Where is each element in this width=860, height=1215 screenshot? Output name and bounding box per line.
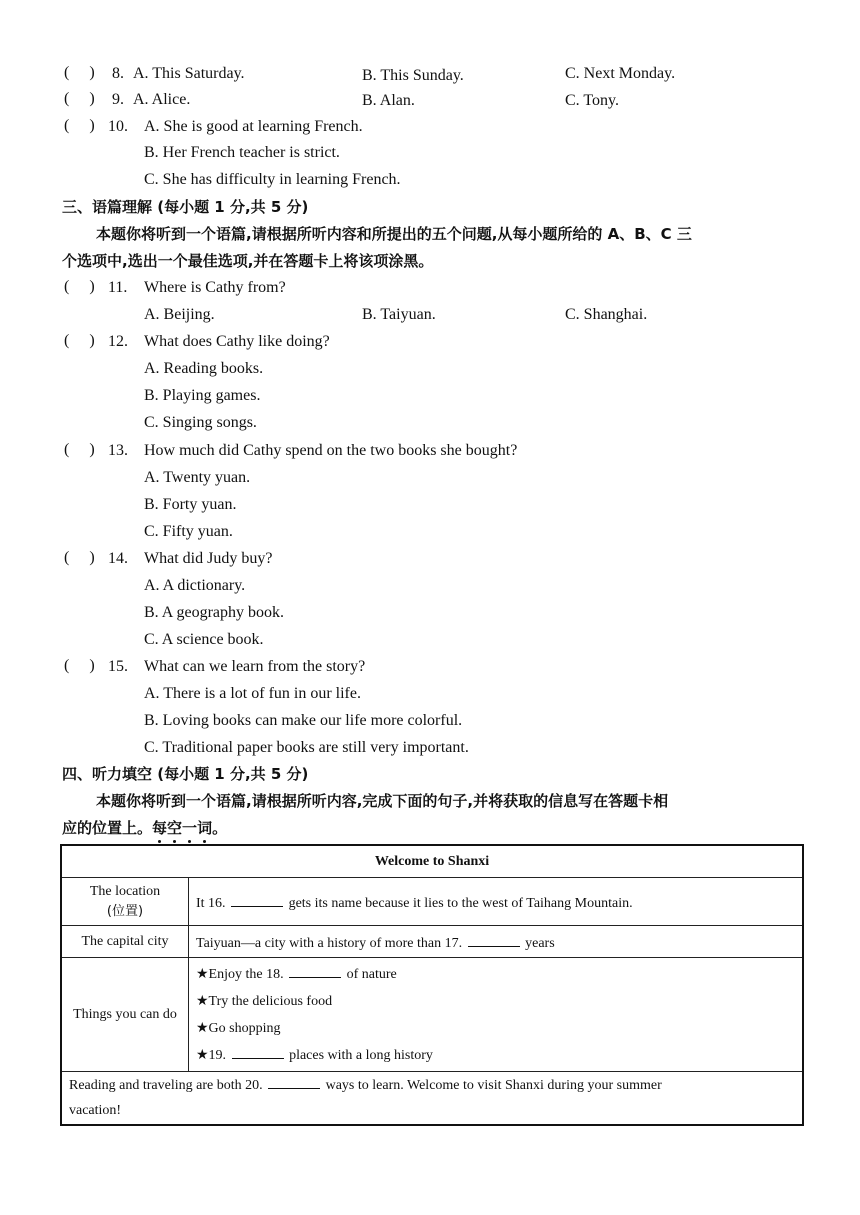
- section4-instruction-line2: 应的位置上。每空一词。: [62, 819, 228, 837]
- blank-17[interactable]: [468, 932, 520, 947]
- question-14-text: What did Judy buy?: [144, 550, 273, 567]
- option-10a: A. She is good at learning French.: [144, 118, 363, 135]
- section3-instruction-line1: 本题你将听到一个语篇,请根据所听内容和所提出的五个问题,从每小题所给的 A、B、C 三: [96, 225, 692, 243]
- option-14c: C. A science book.: [144, 631, 264, 648]
- list-item: [196, 1042, 795, 1069]
- option-11a: A. Beijing.: [144, 306, 215, 323]
- question-number-10: 10.: [108, 118, 128, 135]
- question-number-8: 8.: [112, 65, 124, 82]
- option-9c: C. Tony.: [565, 92, 619, 109]
- option-15c: C. Traditional paper books are still very important.: [144, 739, 469, 756]
- blank-16[interactable]: [231, 892, 283, 907]
- blank-16-prefix: It 16.: [196, 895, 226, 911]
- question-number-14: 14.: [108, 550, 128, 567]
- answer-paren-14[interactable]: ( ): [64, 549, 95, 566]
- footer-line2: vacation!: [69, 1103, 122, 1118]
- answer-paren-11[interactable]: ( ): [64, 278, 95, 295]
- row-location-content: [189, 878, 804, 926]
- section3-instruction-line2: 个选项中,选出一个最佳选项,并在答题卡上将该项涂黑。: [62, 252, 434, 270]
- row-capital-label: The capital city: [61, 926, 189, 958]
- emphasis-dotted: 每空一词: [152, 819, 213, 837]
- option-12b: B. Playing games.: [144, 387, 261, 404]
- answer-paren-15[interactable]: ( ): [64, 657, 95, 674]
- option-12c: C. Singing songs.: [144, 414, 257, 431]
- question-15-text: What can we learn from the story?: [144, 658, 366, 675]
- answer-paren-10[interactable]: ( ): [64, 117, 95, 134]
- section4-title: 四、听力填空 (每小题 1 分,共 5 分): [62, 765, 309, 783]
- option-8b: B. This Sunday.: [362, 67, 464, 84]
- answer-paren-8[interactable]: ( ): [64, 64, 95, 81]
- row-capital-content: [189, 926, 804, 958]
- question-number-13: 13.: [108, 442, 128, 459]
- answer-paren-13[interactable]: ( ): [64, 441, 95, 458]
- option-15a: A. There is a lot of fun in our life.: [144, 685, 361, 702]
- row-location-label-en: The location: [89, 884, 161, 899]
- blank-19[interactable]: [232, 1044, 284, 1059]
- question-number-15: 15.: [108, 658, 128, 675]
- answer-paren-12[interactable]: ( ): [64, 332, 95, 349]
- question-number-11: 11.: [108, 279, 128, 296]
- item-19-suffix: places with a long history: [289, 1047, 433, 1063]
- blank-20-suffix: ways to learn. Welcome to visit Shanxi during your summer: [325, 1078, 662, 1093]
- row-things-label: Things you can do: [61, 958, 189, 1072]
- blank-17-suffix: years: [525, 935, 555, 951]
- question-13-text: How much did Cathy spend on the two books she bought?: [144, 442, 518, 459]
- table-footer: [61, 1072, 803, 1126]
- item-19-prefix: ★19.: [196, 1047, 227, 1063]
- question-number-9: 9.: [112, 91, 124, 108]
- option-10b: B. Her French teacher is strict.: [144, 144, 340, 161]
- option-11c: C. Shanghai.: [565, 306, 648, 323]
- row-things-content: [189, 958, 804, 1072]
- blank-20-prefix: Reading and traveling are both 20.: [69, 1078, 263, 1093]
- option-11b: B. Taiyuan.: [362, 306, 436, 323]
- list-item: ★Go shopping: [196, 1020, 281, 1036]
- question-number-12: 12.: [108, 333, 128, 350]
- answer-paren-9[interactable]: ( ): [64, 90, 95, 107]
- section3-title: 三、语篇理解 (每小题 1 分,共 5 分): [62, 198, 309, 216]
- row-location-label-cn: (位置): [106, 904, 144, 919]
- option-13c: C. Fifty yuan.: [144, 523, 233, 540]
- option-9b: B. Alan.: [362, 92, 415, 109]
- blank-20[interactable]: [268, 1074, 320, 1089]
- item-18-prefix: ★Enjoy the 18.: [196, 966, 284, 982]
- item-18-suffix: of nature: [346, 966, 397, 982]
- table-title: Welcome to Shanxi: [61, 845, 803, 878]
- section4-instruction-line1: 本题你将听到一个语篇,请根据所听内容,完成下面的句子,并将获取的信息写在答题卡相: [96, 792, 669, 810]
- blank-17-prefix: Taiyuan—a city with a history of more than 17.: [196, 935, 463, 951]
- option-13a: A. Twenty yuan.: [144, 469, 251, 486]
- blank-18[interactable]: [289, 963, 341, 978]
- option-14a: A. A dictionary.: [144, 577, 246, 594]
- option-12a: A. Reading books.: [144, 360, 264, 377]
- question-12-text: What does Cathy like doing?: [144, 333, 330, 350]
- option-14b: B. A geography book.: [144, 604, 284, 621]
- option-15b: B. Loving books can make our life more colorful.: [144, 712, 463, 729]
- option-13b: B. Forty yuan.: [144, 496, 237, 513]
- option-9a: A. Alice.: [133, 91, 191, 108]
- blank-16-suffix: gets its name because it lies to the west of Taihang Mountain.: [288, 895, 633, 911]
- welcome-table: [60, 844, 804, 1126]
- option-8a: A. This Saturday.: [133, 65, 245, 82]
- question-11-text: Where is Cathy from?: [144, 279, 286, 296]
- row-location-label: [61, 878, 189, 926]
- option-8c: C. Next Monday.: [565, 65, 676, 82]
- list-item: [196, 961, 795, 988]
- list-item: ★Try the delicious food: [196, 993, 333, 1009]
- option-10c: C. She has difficulty in learning French.: [144, 171, 401, 188]
